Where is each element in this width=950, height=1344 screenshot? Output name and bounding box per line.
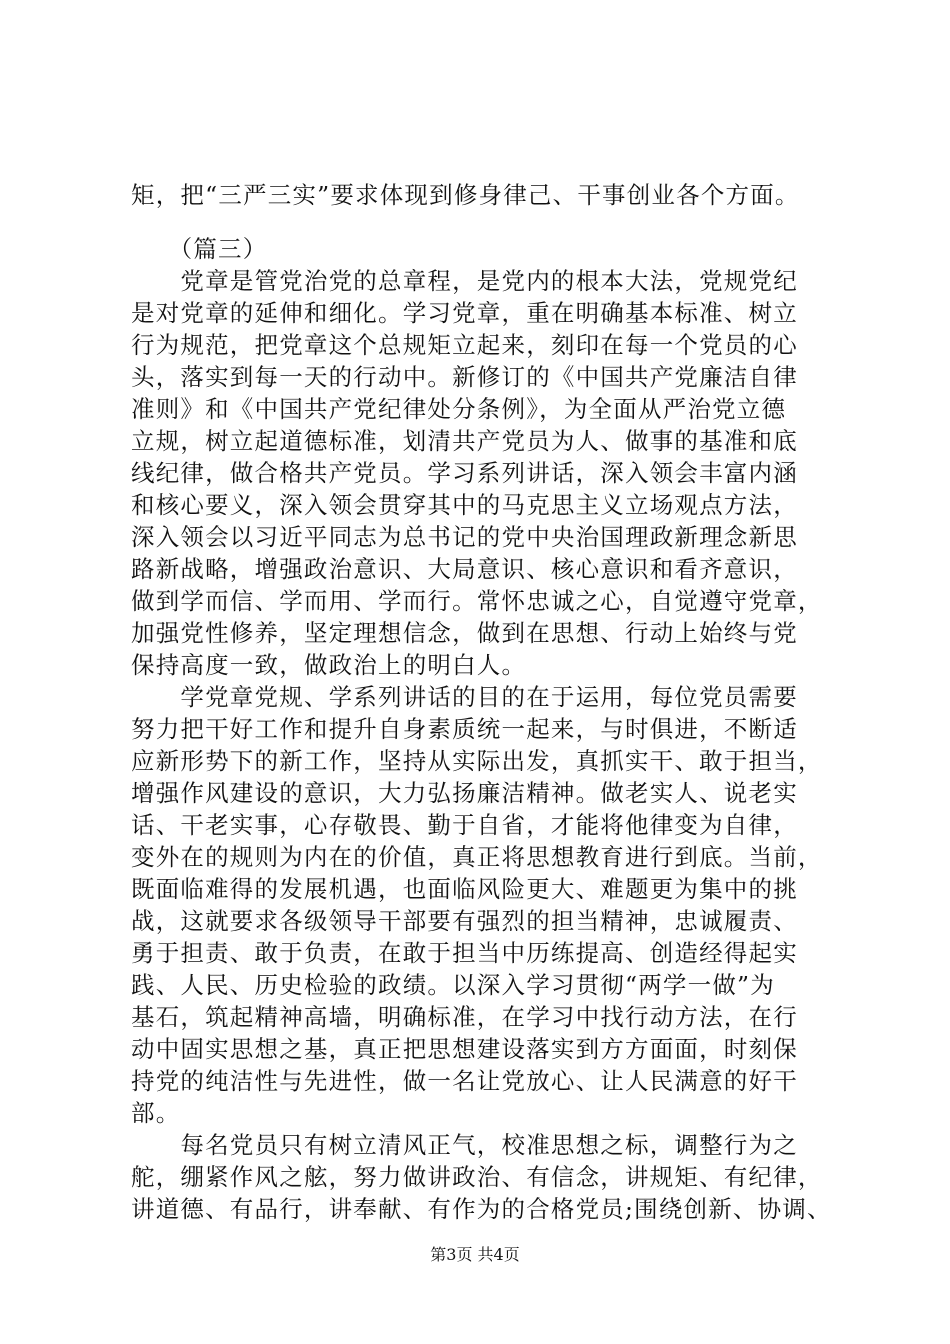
text-line: 话、干老实事，心存敬畏、勤于自省，才能将他律变为自律， — [131, 811, 798, 839]
text-line: 矩，把“三严三实”要求体现到修身律己、干事创业各个方面。 — [131, 181, 800, 209]
text-line: 践、人民、历史检验的政绩。以深入学习贯彻“两学一做”为 — [131, 971, 775, 999]
text-line: 党章是管党治党的总章程，是党内的根本大法，党规党纪 — [131, 267, 798, 295]
text-line: 变外在的规则为内在的价值，真正将思想教育进行到底。当前， — [131, 843, 823, 871]
text-line: 是对党章的延伸和细化。学习党章，重在明确基本标准、树立 — [131, 299, 798, 327]
text-line: 头，落实到每一天的行动中。新修订的《中国共产党廉洁自律 — [131, 363, 798, 391]
text-line: 持党的纯洁性与先进性，做一名让党放心、让人民满意的好干 — [131, 1067, 798, 1095]
text-line: 加强党性修养，坚定理想信念，做到在思想、行动上始终与党 — [131, 619, 798, 647]
text-line: 立规，树立起道德标准，划清共产党员为人、做事的基准和底 — [131, 427, 798, 455]
text-line: 应新形势下的新工作，坚持从实际出发，真抓实干、敢于担当， — [131, 747, 823, 775]
text-line: 深入领会以习近平同志为总书记的党中央治国理政新理念新思 — [131, 523, 798, 551]
text-line: 路新战略，增强政治意识、大局意识、核心意识和看齐意识， — [131, 555, 798, 583]
text-line: 勇于担责、敢于负责，在敢于担当中历练提高、创造经得起实 — [131, 939, 798, 967]
section-heading: （篇三） — [131, 235, 268, 263]
text-line: 和核心要义，深入领会贯穿其中的马克思主义立场观点方法， — [131, 491, 798, 519]
page-number-footer: 第3页 共4页 — [430, 1245, 520, 1264]
text-line: 增强作风建设的意识，大力弘扬廉洁精神。做老实人、说老实 — [131, 779, 798, 807]
text-line: 既面临难得的发展机遇，也面临风险更大、难题更为集中的挑 — [131, 875, 798, 903]
text-line: 学党章党规、学系列讲话的目的在于运用，每位党员需要 — [131, 683, 798, 711]
text-line: 努力把干好工作和提升自身素质统一起来，与时俱进，不断适 — [131, 715, 798, 743]
text-line: 基石，筑起精神高墙，明确标准，在学习中找行动方法，在行 — [131, 1003, 798, 1031]
text-line: 舵，绷紧作风之舷，努力做讲政治、有信念，讲规矩、有纪律， — [131, 1163, 823, 1191]
text-line: 战，这就要求各级领导干部要有强烈的担当精神，忠诚履责、 — [131, 907, 798, 935]
text-line: 准则》和《中国共产党纪律处分条例》，为全面从严治党立德 — [131, 395, 787, 423]
text-line: 动中固实思想之基，真正把思想建设落实到方方面面，时刻保 — [131, 1035, 798, 1063]
text-line: 部。 — [131, 1099, 181, 1127]
text-line: 做到学而信、学而用、学而行。常怀忠诚之心，自觉遵守党章， — [131, 587, 823, 615]
text-line: 讲道德、有品行，讲奉献、有作为的合格党员;围绕创新、协调、 — [131, 1195, 832, 1223]
text-line: 行为规范，把党章这个总规矩立起来，刻印在每一个党员的心 — [131, 331, 798, 359]
text-line: 每名党员只有树立清风正气，校准思想之标，调整行为之 — [131, 1131, 798, 1159]
text-line: 保持高度一致，做政治上的明白人。 — [131, 651, 527, 679]
text-line: 线纪律，做合格共产党员。学习系列讲话，深入领会丰富内涵 — [131, 459, 798, 487]
